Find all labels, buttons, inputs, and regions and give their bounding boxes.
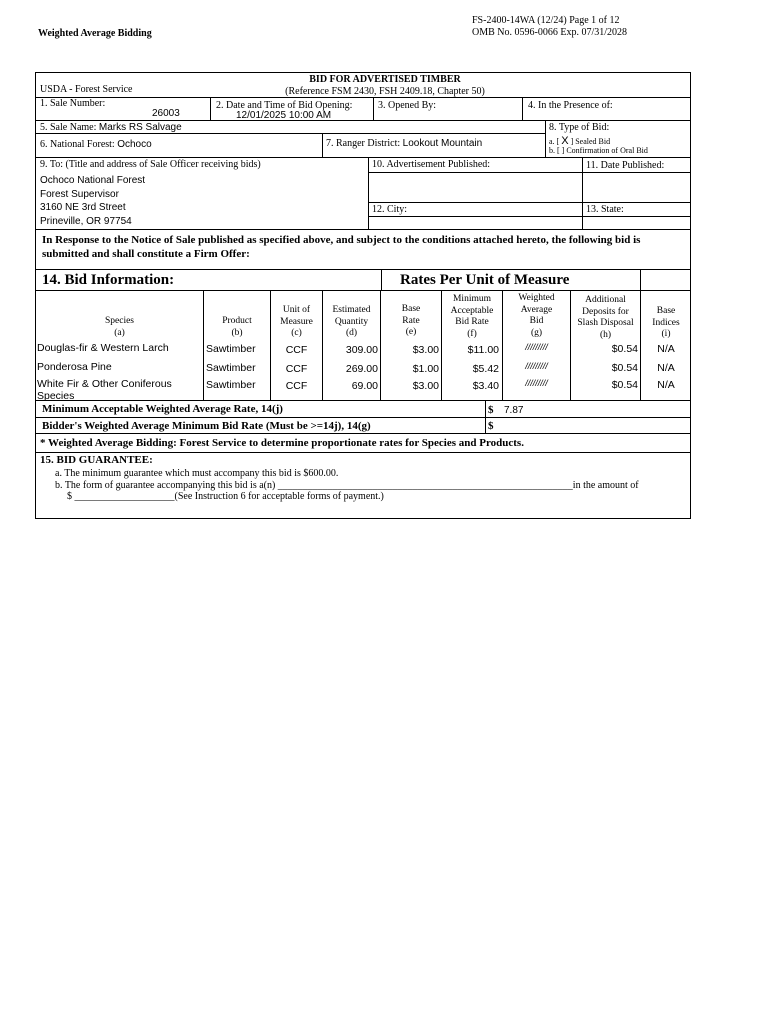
agency: USDA - Forest Service (40, 84, 133, 95)
bid-type-oral[interactable]: b. [ ] Confirmation of Oral Bid (549, 146, 648, 155)
product-cell[interactable]: Sawtimber (206, 379, 256, 391)
sealed-bid-mark: X (561, 135, 569, 147)
state-label: 13. State: (586, 204, 624, 215)
species-cell[interactable]: Douglas-fir & Western Larch (37, 342, 169, 354)
slash-cell[interactable]: $0.54 (611, 379, 638, 391)
guarantee-heading: 15. BID GUARANTEE: (40, 454, 153, 466)
indices-cell[interactable]: N/A (657, 343, 675, 355)
min-weighted-rate-value[interactable]: 7.87 (504, 405, 524, 416)
min-rate-cell[interactable]: $3.40 (472, 380, 499, 392)
col-unit: Unit of Measure (c) (280, 305, 313, 338)
slash-cell[interactable]: $0.54 (611, 362, 638, 374)
sale-number-field[interactable]: 26003 (152, 108, 180, 119)
col-weighted-avg: Weighted Average Bid (g) (518, 293, 555, 338)
form-title-left: Weighted Average Bidding (38, 28, 152, 39)
send-to-label: 9. To: (Title and address of Sale Officer receiving bids) (40, 159, 261, 170)
product-cell[interactable]: Sawtimber (206, 362, 256, 374)
city-label: 12. City: (372, 204, 408, 215)
guarantee-line-b[interactable]: b. The form of guarantee accompanying this bid is a(n) ___________________________________________________________in the amount of (55, 480, 639, 491)
col-quantity: Estimated Quantity (d) (332, 305, 371, 338)
bid-type-sealed[interactable]: a. [ X ] Sealed Bid (549, 135, 611, 147)
guarantee-line-c[interactable]: $ ____________________(See Instruction 6 for acceptable forms of payment.) (67, 491, 384, 502)
indices-cell[interactable]: N/A (657, 379, 675, 391)
sale-name-field[interactable]: Marks RS Salvage (98, 122, 182, 133)
weighted-bidding-note: * Weighted Average Bidding: Forest Service to determine proportionate rates for Species and Products. (40, 437, 524, 449)
weighted-bid-cell[interactable]: ///////// (525, 378, 548, 388)
bid-type-label: 8. Type of Bid: (549, 122, 610, 133)
base-rate-cell[interactable]: $3.00 (412, 344, 439, 356)
min-rate-cell[interactable]: $5.42 (472, 363, 499, 375)
firm-offer-statement: In Response to the Notice of Sale published as specified above, and subject to the conditions attached hereto, the following bid is submitted and shall constitute a Firm Offer: (42, 234, 641, 260)
quantity-cell[interactable]: 69.00 (351, 380, 378, 392)
indices-cell[interactable]: N/A (657, 362, 675, 374)
guarantee-line-a: a. The minimum guarantee which must accompany this bid is $600.00. (55, 468, 339, 479)
min-rate-dollar: $ (488, 404, 494, 416)
forest-label: 6. National Forest: Ochoco (40, 139, 152, 150)
col-indices: Base Indices (i) (652, 306, 680, 339)
sale-officer-address: Ochoco National Forest Forest Supervisor 3160 NE 3rd Street Prineville, OR 97754 (40, 175, 146, 227)
sale-name-label: 5. Sale Name: Marks RS Salvage (40, 122, 182, 133)
min-weighted-rate-label: Minimum Acceptable Weighted Average Rate, 14(j) (42, 403, 283, 415)
unit-cell[interactable]: CCF (285, 344, 308, 356)
col-min-bid-rate: Minimum Acceptable Bid Rate (f) (450, 294, 494, 339)
district-label: 7. Ranger District: Lookout Mountain (326, 138, 483, 149)
presence-label: 4. In the Presence of: (528, 100, 613, 111)
slash-cell[interactable]: $0.54 (611, 343, 638, 355)
rates-heading: Rates Per Unit of Measure (400, 272, 570, 288)
base-rate-cell[interactable]: $1.00 (412, 363, 439, 375)
form-heading: BID FOR ADVERTISED TIMBER (309, 74, 461, 85)
base-rate-cell[interactable]: $3.00 (412, 380, 439, 392)
species-cell[interactable]: White Fir & Other Coniferous Species (37, 378, 172, 402)
form-reference: (Reference FSM 2430, FSH 2409.18, Chapter 50) (285, 86, 485, 97)
col-slash: Additional Deposits for Slash Disposal (h) (577, 295, 634, 340)
unit-cell[interactable]: CCF (285, 363, 308, 375)
weighted-bid-cell[interactable]: ///////// (525, 361, 548, 371)
unit-cell[interactable]: CCF (285, 380, 308, 392)
bid-opening-label: 2. Date and Time of Bid Opening: (216, 100, 353, 111)
form-number: FS-2400-14WA (12/24) Page 1 of 12 (472, 15, 620, 26)
bidder-rate-label: Bidder's Weighted Average Minimum Bid Rate (Must be >=14j), 14(g) (42, 420, 371, 432)
product-cell[interactable]: Sawtimber (206, 343, 256, 355)
col-species: Species (a) (104, 316, 135, 338)
bid-info-heading: 14. Bid Information: (42, 272, 175, 288)
omb-number: OMB No. 0596-0066 Exp. 07/31/2028 (472, 27, 627, 38)
col-product: Product (b) (222, 316, 252, 338)
bidder-rate-dollar: $ (488, 420, 494, 432)
col-base-rate: Base Rate (e) (401, 304, 421, 337)
district-field[interactable]: Lookout Mountain (402, 138, 483, 149)
weighted-bid-cell[interactable]: ///////// (525, 342, 548, 352)
ad-published-label: 10. Advertisement Published: (372, 159, 491, 170)
forest-field[interactable]: Ochoco (117, 139, 152, 150)
min-rate-cell[interactable]: $11.00 (467, 344, 499, 356)
opened-by-label: 3. Opened By: (378, 100, 437, 111)
date-published-label: 11. Date Published: (586, 160, 665, 171)
quantity-cell[interactable]: 269.00 (345, 363, 378, 375)
sale-number-label: 1. Sale Number: (40, 98, 106, 109)
quantity-cell[interactable]: 309.00 (345, 344, 378, 356)
species-cell[interactable]: Ponderosa Pine (37, 361, 112, 373)
bid-opening-field[interactable]: 12/01/2025 10:00 AM (236, 110, 332, 121)
